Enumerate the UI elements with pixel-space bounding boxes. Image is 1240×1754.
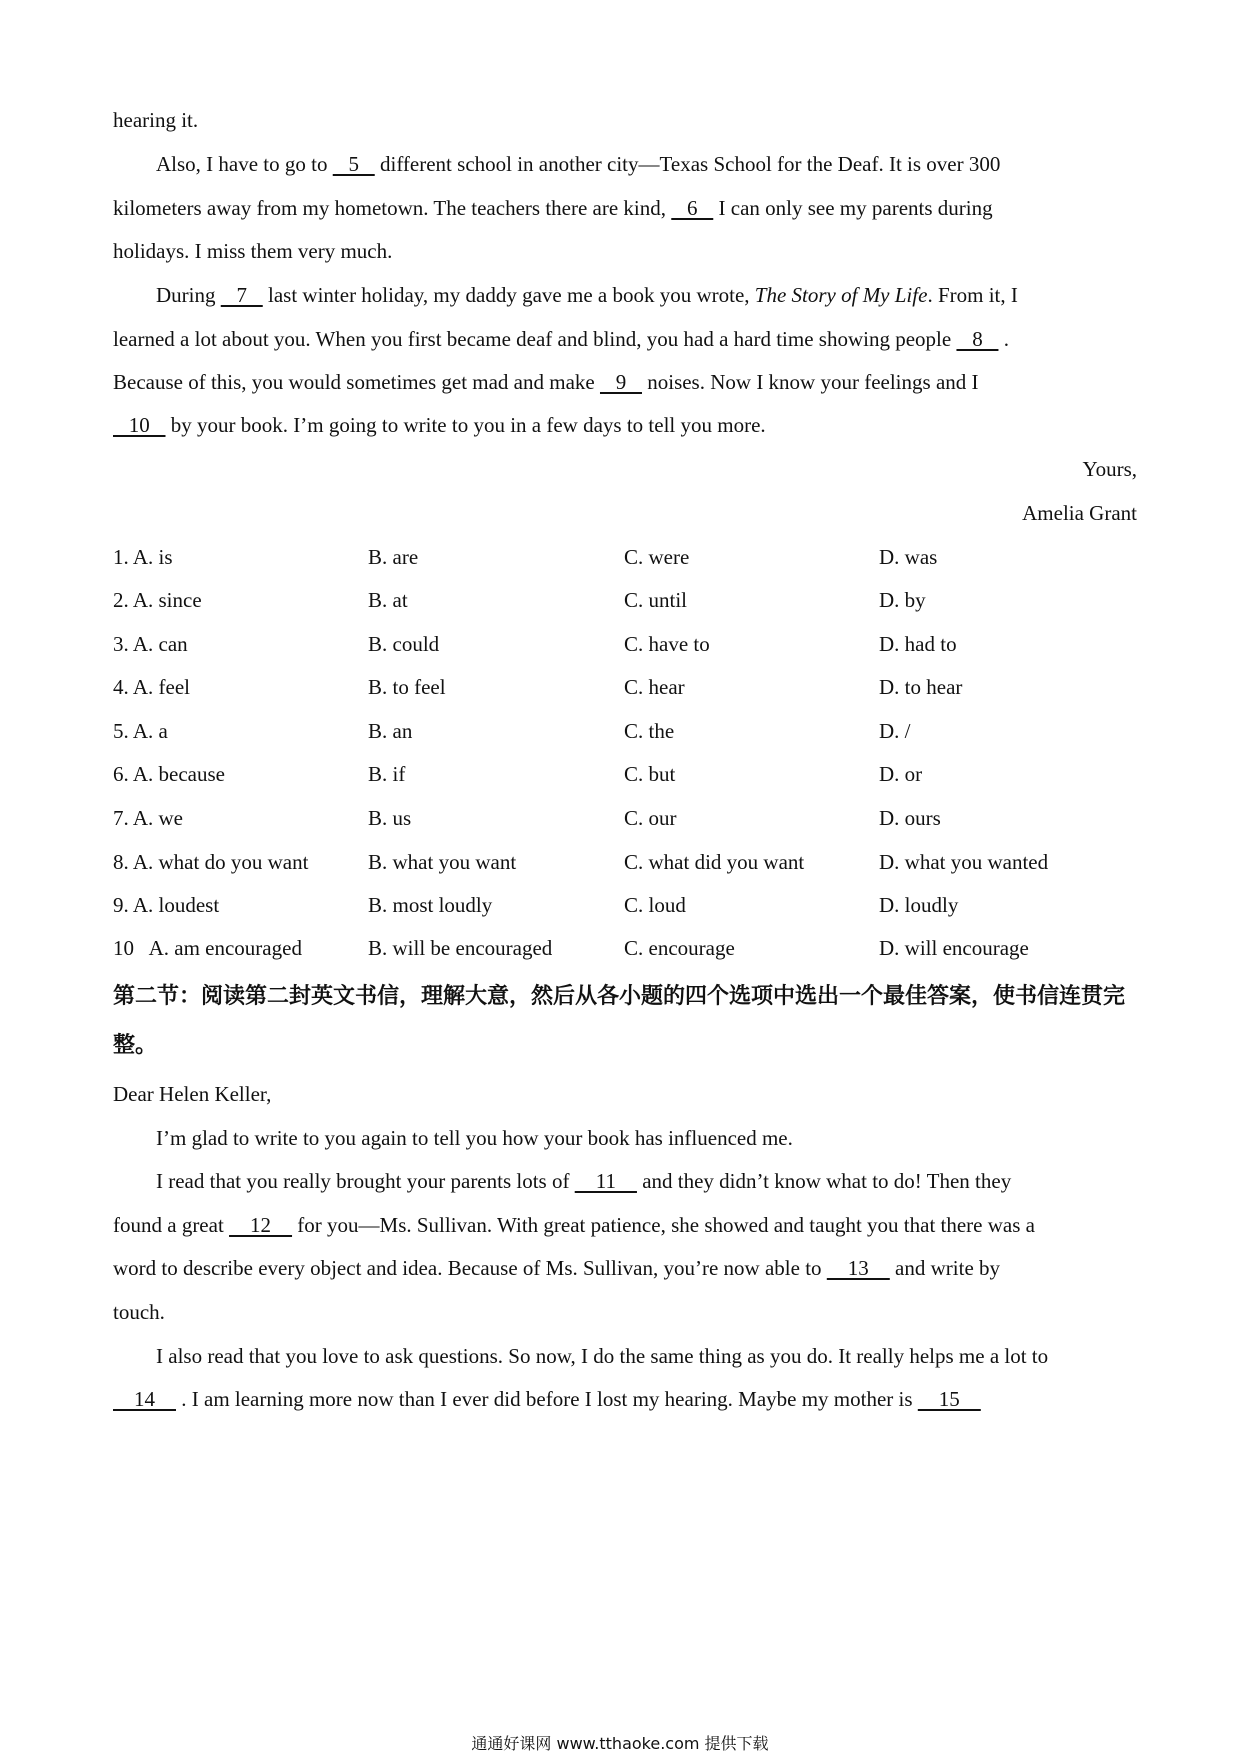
text: . — [998, 327, 1009, 351]
letter2-greeting: Dear Helen Keller, — [113, 1082, 272, 1106]
text: I’m glad to write to you again to tell you how your book has influenced me. — [156, 1126, 793, 1150]
blank-7: 7 — [220, 283, 263, 307]
passage1-line-0 — [113, 107, 198, 133]
text: hearing it. — [113, 108, 199, 132]
option-d: D. loudly — [879, 893, 959, 917]
passage1-line-6 — [113, 369, 979, 395]
option-d: D. what you wanted — [879, 850, 1049, 874]
passage2-line-2 — [156, 1168, 1011, 1194]
option-a: 8. A. what do you want — [113, 850, 309, 874]
option-d: D. to hear — [879, 675, 963, 699]
passage2-line-4 — [113, 1255, 1000, 1281]
text: and they didn’t know what to do! Then they — [636, 1169, 1012, 1193]
option-b: B. will be encouraged — [368, 936, 553, 960]
blank-11: 11 — [574, 1169, 637, 1193]
passage1-line-4 — [156, 282, 1018, 308]
option-a: 5. A. a — [113, 719, 168, 743]
option-b: B. an — [368, 719, 413, 743]
blank-5: 5 — [332, 152, 375, 176]
text: touch. — [113, 1300, 165, 1324]
option-a: 4. A. feel — [113, 675, 190, 699]
text: kilometers away from my hometown. The teachers there are kind, — [113, 196, 672, 220]
option-b: B. if — [368, 762, 406, 786]
option-c: C. were — [624, 545, 690, 569]
option-c: C. the — [624, 719, 675, 743]
option-b: B. are — [368, 545, 419, 569]
text: last winter holiday, my daddy gave me a book you wrote, — [262, 283, 755, 307]
book-title: The Story of My Life — [754, 283, 928, 307]
option-d: D. will encourage — [879, 936, 1029, 960]
letter-signature: Amelia Grant — [1022, 501, 1137, 525]
passage2-line-5 — [113, 1299, 165, 1325]
option-c: C. what did you want — [624, 850, 805, 874]
option-b: B. could — [368, 632, 440, 656]
section2-heading: 第二节：阅读第二封英文书信，理解大意，然后从各小题的四个选项中选出一个最佳答案，使书信连贯完整。 — [113, 984, 1126, 1058]
blank-15: 15 — [917, 1387, 981, 1411]
text: and write by — [889, 1256, 1001, 1280]
text: different school in another city—Texas School for the Deaf. It is over 300 — [374, 152, 1001, 176]
option-d: D. or — [879, 762, 923, 786]
blank-9: 9 — [599, 370, 642, 394]
option-b: B. to feel — [368, 675, 446, 699]
option-c: C. loud — [624, 893, 686, 917]
option-a: 7. A. we — [113, 806, 183, 830]
blank-8: 8 — [956, 327, 999, 351]
text: During — [156, 283, 221, 307]
option-a: 6. A. because — [113, 762, 225, 786]
text: learned a lot about you. When you first became deaf and blind, you had a hard time showing people — [113, 327, 957, 351]
blank-13: 13 — [826, 1256, 890, 1280]
passage1-line-5 — [113, 326, 1009, 352]
option-d: D. ours — [879, 806, 941, 830]
option-c: C. but — [624, 762, 676, 786]
passage1-line-2 — [113, 195, 993, 221]
text: . I am learning more now than I ever did before I lost my hearing. Maybe my mother is — [176, 1387, 918, 1411]
option-c: C. until — [624, 588, 688, 612]
page-footer: 通通好课网 www.tthaoke.com 提供下载 — [471, 1734, 769, 1753]
option-c: C. have to — [624, 632, 710, 656]
text: found a great — [113, 1213, 230, 1237]
option-d: D. by — [879, 588, 926, 612]
option-c: C. our — [624, 806, 677, 830]
text: I can only see my parents during — [713, 196, 993, 220]
blank-6: 6 — [671, 196, 714, 220]
passage1-line-1 — [156, 151, 1000, 177]
text: I read that you really brought your parents lots of — [156, 1169, 575, 1193]
text: by your book. I’m going to write to you in a few days to tell you more. — [165, 413, 766, 437]
option-b: B. at — [368, 588, 408, 612]
text: noises. Now I know your feelings and I — [641, 370, 979, 394]
blank-14: 14 — [113, 1387, 176, 1411]
text: . From it, I — [927, 283, 1018, 307]
passage2-line-7 — [113, 1386, 981, 1412]
option-b: B. most loudly — [368, 893, 493, 917]
text: I also read that you love to ask questions. So now, I do the same thing as you do. It really helps me a lot to — [156, 1344, 1049, 1368]
text: Also, I have to go to — [156, 152, 333, 176]
option-a: 3. A. can — [113, 632, 188, 656]
option-d: D. was — [879, 545, 938, 569]
option-a: 9. A. loudest — [113, 893, 220, 917]
blank-10: 10 — [113, 413, 166, 437]
text: word to describe every object and idea. Because of Ms. Sullivan, you’re now able to — [113, 1256, 827, 1280]
option-c: C. encourage — [624, 936, 735, 960]
option-b: B. what you want — [368, 850, 517, 874]
option-a: 1. A. is — [113, 545, 173, 569]
option-d: D. had to — [879, 632, 957, 656]
passage2-line-6 — [156, 1343, 1048, 1369]
passage1-line-7 — [113, 412, 766, 438]
option-d: D. / — [879, 719, 911, 743]
text: holidays. I miss them very much. — [113, 239, 393, 263]
option-a: 2. A. since — [113, 588, 202, 612]
blank-12: 12 — [229, 1213, 293, 1237]
passage1-line-3 — [113, 238, 392, 264]
text: Because of this, you would sometimes get mad and make — [113, 370, 600, 394]
option-a: 10 A. am encouraged — [113, 936, 302, 960]
text: for you—Ms. Sullivan. With great patience, she showed and taught you that there was a — [292, 1213, 1035, 1237]
passage2-line-3 — [113, 1212, 1035, 1238]
option-c: C. hear — [624, 675, 685, 699]
option-b: B. us — [368, 806, 412, 830]
passage2-line-1 — [156, 1125, 793, 1151]
letter-closing: Yours, — [1082, 457, 1137, 481]
